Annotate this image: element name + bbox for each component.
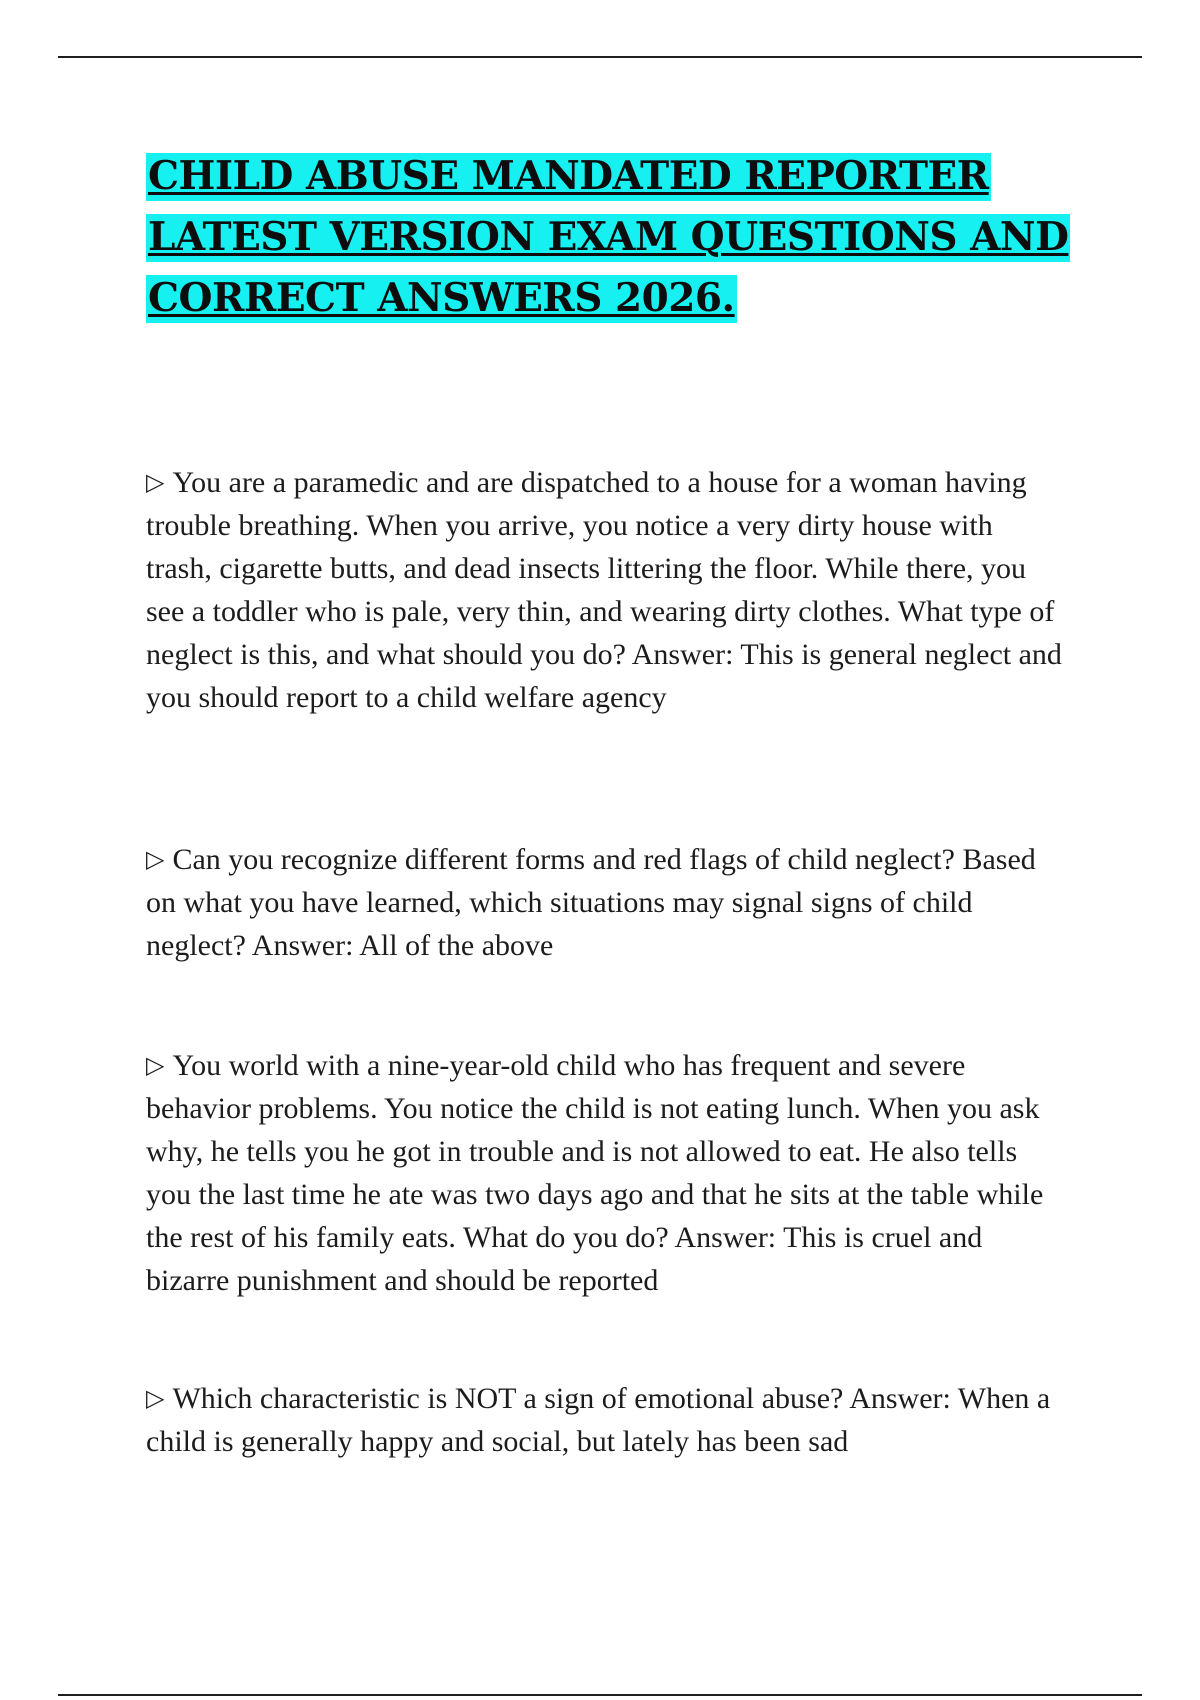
top-rule (58, 56, 1142, 58)
play-bullet-icon: ▷ (146, 468, 165, 496)
play-bullet-icon: ▷ (146, 1384, 165, 1412)
question-text: Can you recognize different forms and red flags of child neglect? Based on what you have learned, which situations may signal signs of child neglect? Answer: All of the above (146, 843, 1036, 962)
title-line-3: CORRECT ANSWERS 2026. (148, 275, 735, 321)
title-line-2: LATEST VERSION EXAM QUESTIONS AND (148, 214, 1069, 260)
question-text: You are a paramedic and are dispatched to a house for a woman having trouble breathing. When you arrive, you notice a very dirty house with trash, cigarette butts, and dead insects littering the floor. While there, you see a toddler who is pale, very thin, and wearing dirty clothes. What type of neglect is this, and what should you do? Answer: This is general neglect and you should report to a child welfare agency (146, 466, 1062, 714)
question-item-3 (146, 1044, 1066, 1302)
question-text: Which characteristic is NOT a sign of emotional abuse? Answer: When a child is generally happy and social, but lately has been sad (146, 1382, 1051, 1458)
title-line-1: CHILD ABUSE MANDATED REPORTER (148, 153, 989, 199)
question-item-4 (146, 1377, 1066, 1463)
play-bullet-icon: ▷ (146, 845, 165, 873)
play-bullet-icon: ▷ (146, 1051, 165, 1079)
bottom-rule (58, 1694, 1142, 1696)
question-item-1 (146, 461, 1066, 719)
document-title (146, 146, 1069, 329)
question-item-2 (146, 838, 1066, 967)
question-text: You world with a nine-year-old child who has frequent and severe behavior problems. You notice the child is not eating lunch. When you ask why, he tells you he got in trouble and is not allowed to eat. He also tells you the last time he ate was two days ago and that he sits at the table while the rest of his family eats. What do you do? Answer: This is cruel and bizarre punishment and should be reported (146, 1049, 1044, 1297)
